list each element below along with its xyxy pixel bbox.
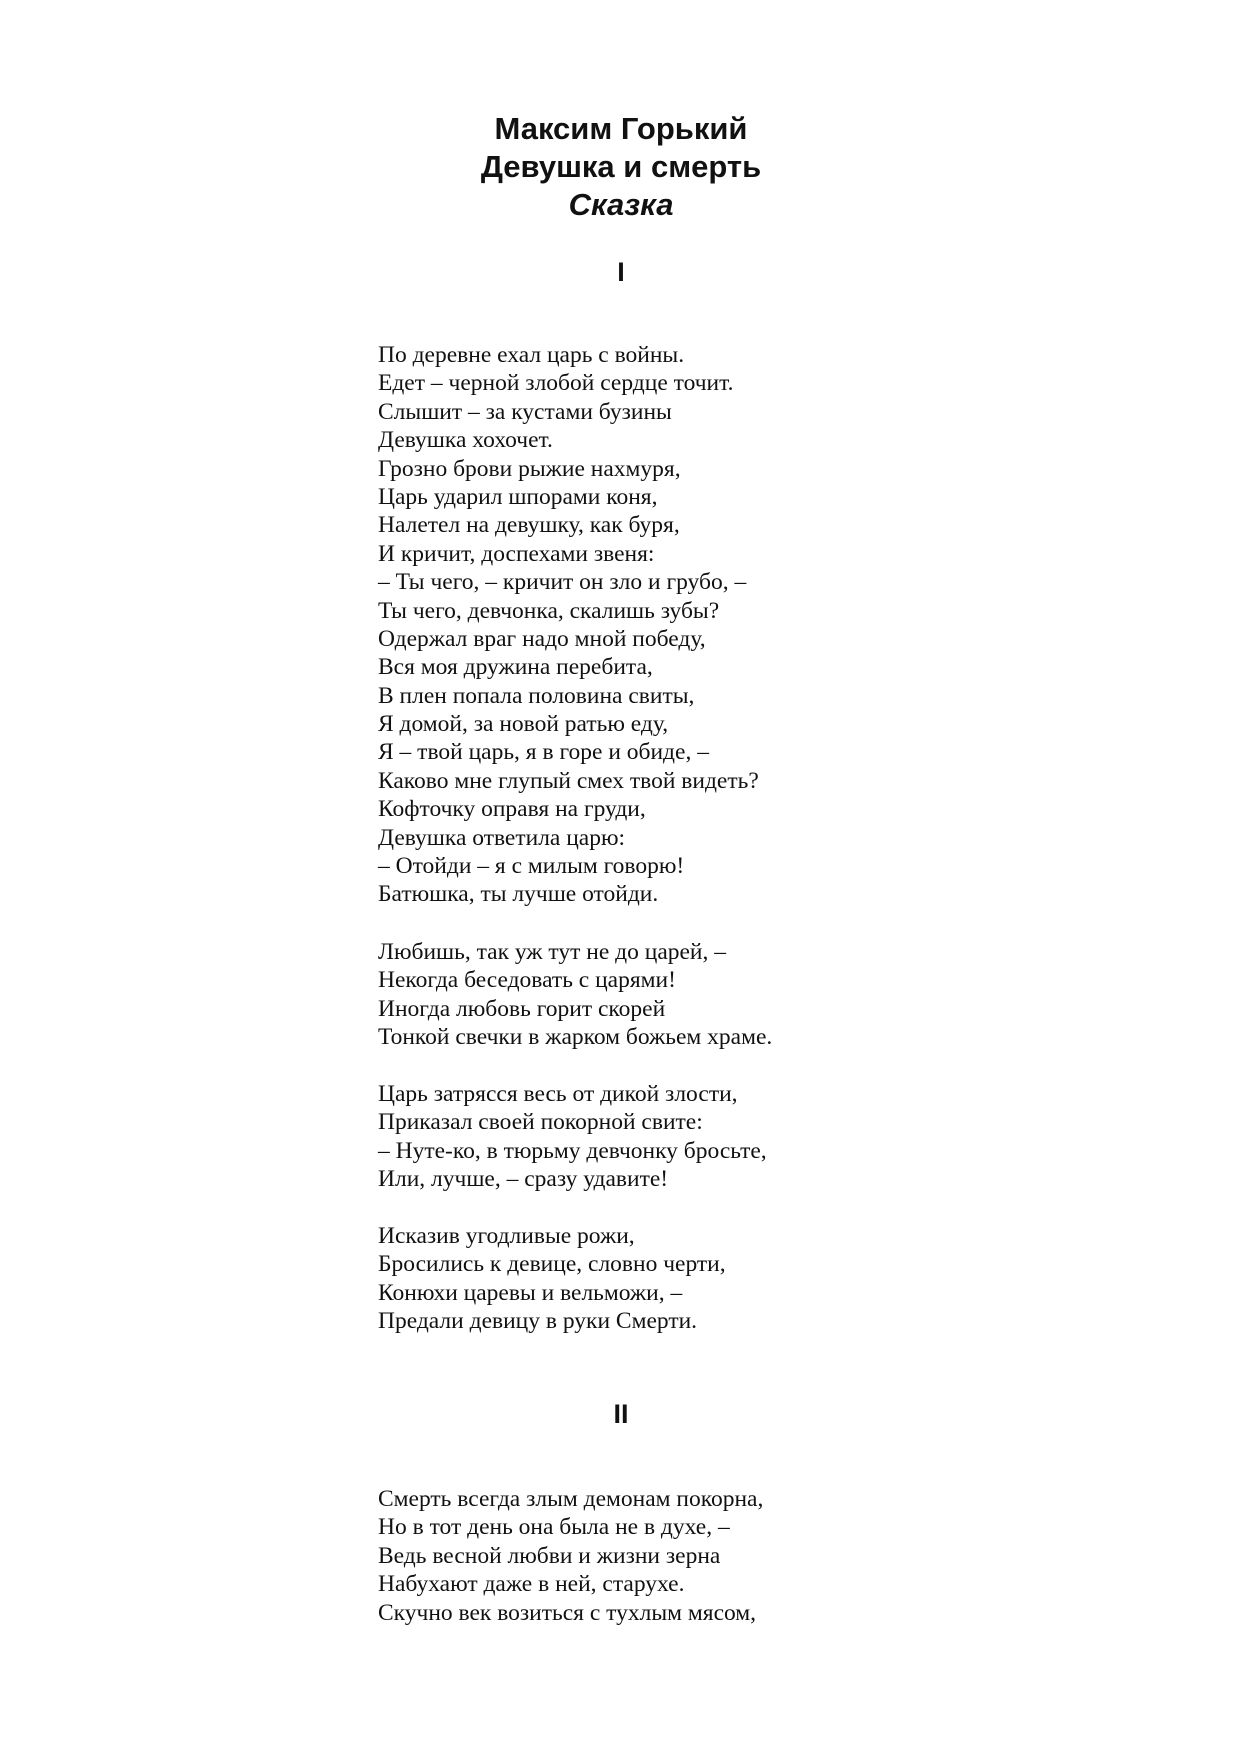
verse-line: Скучно век возиться с тухлым мясом, bbox=[378, 1599, 757, 1626]
section-number: II bbox=[613, 1399, 629, 1429]
verse-line: Я – твой царь, я в горе и обиде, – bbox=[378, 739, 709, 766]
verse-line: Ты чего, девчонка, скалишь зубы? bbox=[378, 597, 720, 624]
stanza bbox=[378, 1485, 763, 1627]
verse-line: Бросились к девице, словно черти, bbox=[378, 1251, 726, 1278]
verse-line: – Нуте-ко, в тюрьму девчонку бросьте, bbox=[378, 1137, 767, 1164]
verse-line: И кричит, доспехами звеня: bbox=[378, 540, 655, 567]
verse-line: Девушка хохочет. bbox=[378, 427, 553, 454]
verse-line: Приказал своей покорной свите: bbox=[378, 1109, 703, 1136]
verse-line: Едет – черной злобой сердце точит. bbox=[378, 370, 734, 397]
verse-line: Кофточку оправя на груди, bbox=[378, 796, 646, 823]
poem-title: Девушка и смерть bbox=[480, 149, 762, 184]
verse-line: Вся моя дружина перебита, bbox=[378, 654, 653, 681]
verse-line: Набухают даже в ней, старухе. bbox=[378, 1571, 685, 1598]
verse-line: Одержал враг надо мной победу, bbox=[378, 625, 706, 652]
verse-line: Исказив угодливые рожи, bbox=[378, 1223, 635, 1249]
stanza bbox=[378, 1222, 726, 1336]
stanza bbox=[378, 341, 759, 909]
verse-line: В плен попала половина свиты, bbox=[378, 682, 695, 709]
verse-line: Предали девицу в руки Смерти. bbox=[378, 1308, 698, 1335]
stanza bbox=[378, 938, 772, 1052]
verse-line: Царь затрясся весь от дикой злости, bbox=[378, 1081, 738, 1107]
verse-line: Слышит – за кустами бузины bbox=[378, 398, 672, 425]
verse-line: Батюшка, ты лучше отойди. bbox=[378, 881, 659, 908]
verse-line: Ведь весной любви и жизни зерна bbox=[378, 1542, 721, 1569]
verse-line: Или, лучше, – сразу удавите! bbox=[378, 1166, 669, 1193]
verse-line: Царь ударил шпорами коня, bbox=[378, 483, 658, 510]
verse-line: – Отойди – я с милым говорю! bbox=[378, 853, 685, 880]
verse-line: – Ты чего, – кричит он зло и грубо, – bbox=[378, 569, 747, 596]
verse-line: Иногда любовь горит скорей bbox=[378, 995, 666, 1022]
verse-line: Тонкой свечки в жарком божьем храме. bbox=[378, 1024, 773, 1051]
verse-line: Смерть всегда злым демонам покорна, bbox=[378, 1486, 764, 1512]
verse-line: Налетел на девушку, как буря, bbox=[378, 512, 680, 539]
verse-line: По деревне ехал царь с войны. bbox=[378, 342, 685, 368]
verse-line: Я домой, за новой ратью еду, bbox=[378, 711, 669, 738]
verse-line: Грозно брови рыжие нахмуря, bbox=[378, 455, 681, 482]
verse-line: Но в тот день она была не в духе, – bbox=[378, 1514, 730, 1541]
verse-line: Любишь, так уж тут не до царей, – bbox=[378, 939, 727, 965]
verse-line: Каково мне глупый смех твой видеть? bbox=[378, 767, 759, 794]
verse-line: Девушка ответила царю: bbox=[378, 824, 626, 851]
stanza bbox=[378, 1080, 767, 1194]
verse-line: Некогда беседовать с царями! bbox=[378, 967, 676, 994]
poem-subtitle: Сказка bbox=[568, 187, 674, 222]
verse-line: Конюхи царевы и вельможи, – bbox=[378, 1279, 683, 1306]
section-number: I bbox=[617, 257, 625, 287]
author-name: Максим Горький bbox=[494, 111, 748, 146]
